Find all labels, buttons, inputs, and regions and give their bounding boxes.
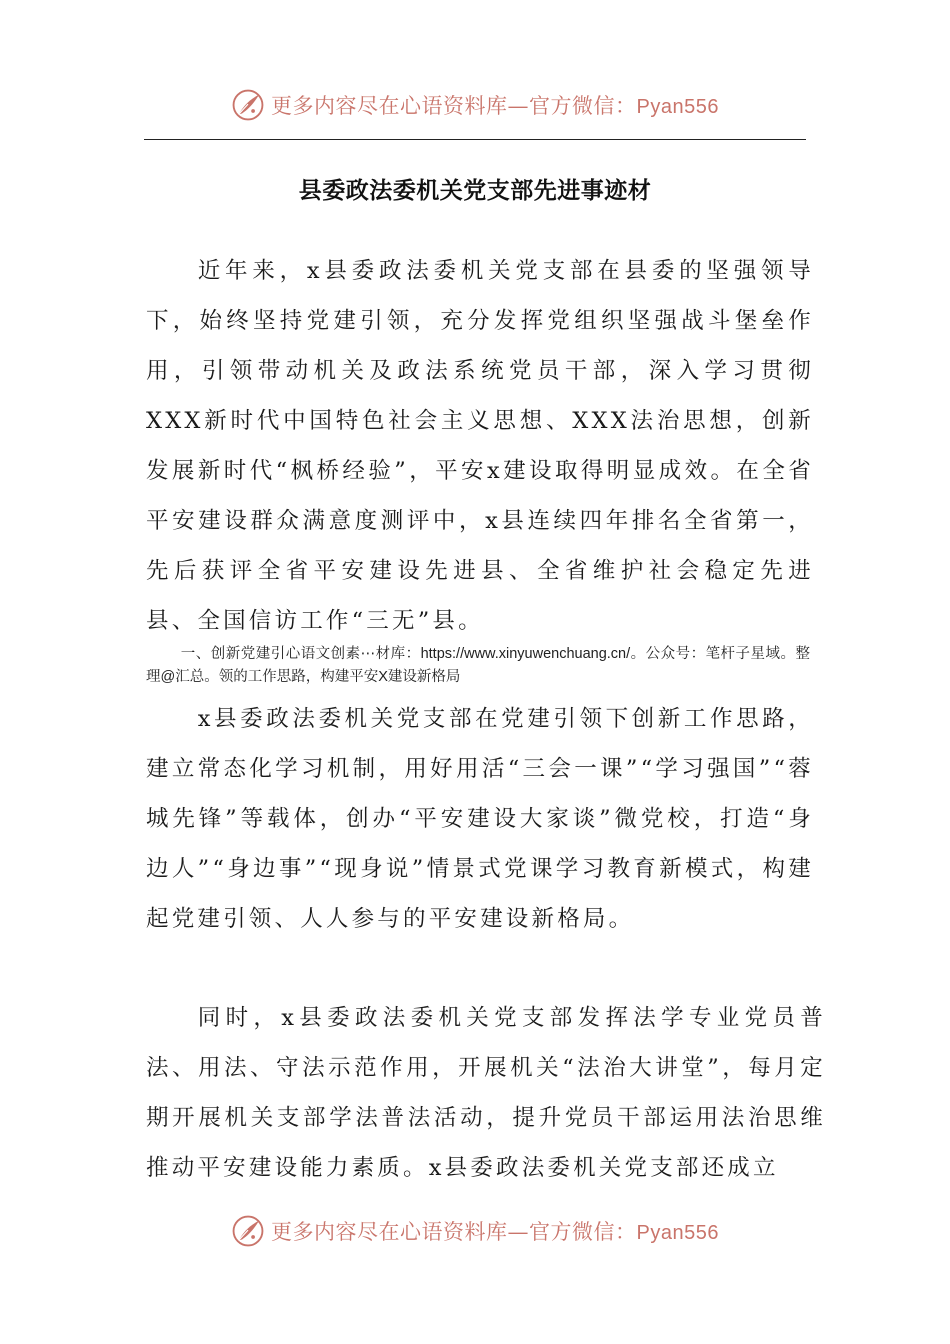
body-paragraph-3: 同时，x县委政法委机关党支部发挥法学专业党员普法、用法、守法示范作用，开展机关“法治大讲堂”，每月定期开展机关支部学法普法活动，提升党员干部运用法治思维推动平安建设能力素质。x县委政法委机关党支部还成立 (146, 1005, 826, 1181)
footer-brand-label: 更多内容尽在心语资料库—官方微信： (271, 1220, 637, 1244)
document-title: 县委政法委机关党支部先进事迹材 (298, 177, 652, 204)
header-brand-label: 更多内容尽在心语资料库—官方微信： (271, 94, 637, 118)
header-brand-text (271, 90, 719, 120)
body-paragraph-2: x县委政法委机关党支部在党建引领下创新工作思路，建立常态化学习机制，用好用活“三会一课”“学习强国”“蓉城先锋”等载体，创办“平安建设大家谈”微党校，打造“身边人”“身边事”“现身说”情景式党课学习教育新模式，构建起党建引领、人人参与的平安建设新格局。 (146, 706, 814, 932)
header-divider (144, 139, 806, 140)
quill-logo-icon (231, 1214, 265, 1248)
footer-brand-text (271, 1216, 719, 1246)
quill-logo-icon (231, 88, 265, 122)
header-banner (0, 82, 950, 128)
section-heading-note: 一、创新党建引心语文创素⋯材库：https://www.xinyuwenchuang.cn/。公众号：笔杆子星域。整理@汇总。领的工作思路，构建平安X建设新格局 (146, 646, 810, 685)
footer-banner (0, 1208, 950, 1254)
body-paragraph-1: 近年来，x县委政法委机关党支部在县委的坚强领导下，始终坚持党建引领，充分发挥党组织坚强战斗堡垒作用，引领带动机关及政法系统党员干部，深入学习贯彻XXX新时代中国特色社会主义思想、XXX法治思想，创新发展新时代“枫桥经验”，平安x建设取得明显成效。在全省平安建设群众满意度测评中，x县连续四年排名全省第一，先后获评全省平安建设先进县、全省维护社会稳定先进县、全国信访工作“三无”县。 (146, 258, 814, 634)
header-wechat-id: Pyan556 (636, 96, 719, 118)
footer-banner-content (231, 1214, 719, 1248)
footer-wechat-id: Pyan556 (636, 1222, 719, 1244)
header-banner-content (231, 88, 719, 122)
